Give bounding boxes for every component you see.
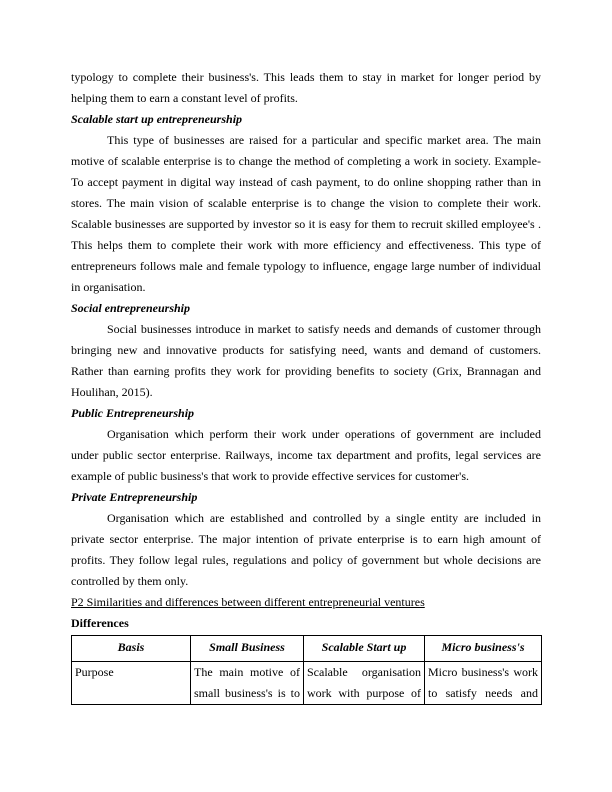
paragraph-social: Social businesses introduce in market to satisfy needs and demands of customer through bringing new and innovative products for satisfying need, wants and demand of customers. Rather than earning profits they work for providing benefits to society (Grix, Brannagan and Houlihan, 2015).	[71, 322, 541, 399]
table-cell-basis-purpose: Purpose	[72, 662, 191, 705]
page-content	[71, 67, 541, 705]
differences-table	[71, 635, 542, 705]
heading-p2-similarities-differences: P2 Similarities and differences between different entrepreneurial ventures	[71, 595, 425, 609]
table-header-basis: Basis	[72, 636, 191, 662]
table-cell-scalable-start-up-purpose: Scalable organisation work with purpose of	[304, 662, 425, 705]
heading-public-entrepreneurship: Public Entrepreneurship	[71, 406, 195, 420]
table-header-scalable-start-up: Scalable Start up	[304, 636, 425, 662]
paragraph-public: Organisation which perform their work under operations of government are included under public sector enterprise. Railways, income tax department and profits, legal services are example of public business's that work to provide effective services for customer's.	[71, 427, 541, 483]
paragraph-scalable-startup: This type of businesses are raised for a particular and specific market area. The main motive of scalable enterprise is to change the method of completing a work in society. Example- To accept payment in digital way instead of cash payment, to do online shopping rather than in stores. The main vision of scalable enterprise is to change the vision to complete their work. Scalable businesses are supported by investor so it is easy for them to recruit skilled employee's . This helps them to complete their work with more efficiency and effectiveness. This type of entrepreneurs follows male and female typology to influence, engage large number of individual in organisation.	[71, 133, 541, 294]
differences-label: Differences	[71, 616, 129, 630]
heading-private-entrepreneurship: Private Entrepreneurship	[71, 490, 198, 504]
table-row-purpose	[72, 662, 542, 705]
table-cell-micro-business-purpose: Micro business's work to satisfy needs and	[425, 662, 542, 705]
paragraph-private: Organisation which are established and controlled by a single entity are included in private sector enterprise. The major intention of private enterprise is to earn high amount of profits. They follow legal rules, regulations and policy of government but whole decisions are controlled by them only.	[71, 511, 541, 588]
table-cell-small-business-purpose: The main motive of small business's is to	[191, 662, 304, 705]
table-header-small-business: Small Business	[191, 636, 304, 662]
heading-social-entrepreneurship: Social entrepreneurship	[71, 301, 191, 315]
heading-scalable-startup-entrepreneurship: Scalable start up entrepreneurship	[71, 112, 243, 126]
table-header-micro-business: Micro business's	[425, 636, 542, 662]
table-header-row	[72, 636, 542, 662]
continuation-paragraph: typology to complete their business's. This leads them to stay in market for longer period by helping them to earn a constant level of profits.	[71, 70, 541, 105]
